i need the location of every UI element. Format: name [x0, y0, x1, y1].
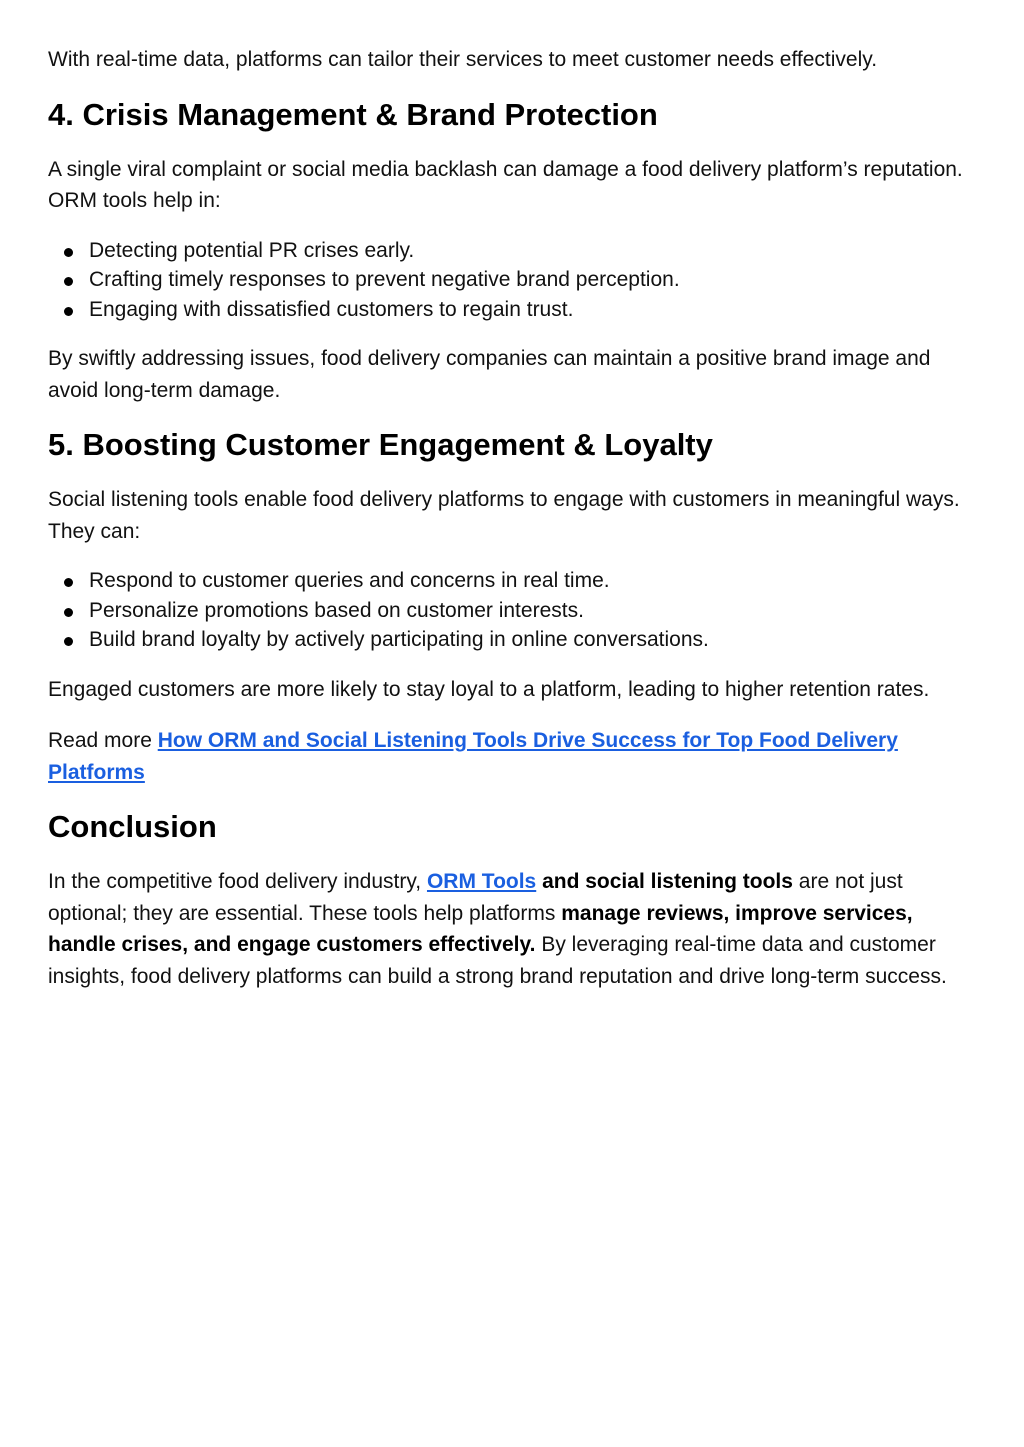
conclusion-text-part2: are not just optional; they are essential. These tools help platforms	[48, 870, 903, 925]
conclusion-bold-benefits: manage reviews, improve services, handle crises, and engage customers effectively.	[48, 901, 913, 956]
crisis-bullet-list	[48, 236, 968, 325]
conclusion-text-part1: In the competitive food delivery industry,	[48, 870, 427, 893]
read-more-prefix: Read more	[48, 729, 158, 752]
list-item: Crafting timely responses to prevent negative brand perception.	[48, 265, 968, 295]
engagement-bullet-list	[48, 566, 968, 655]
list-item: Build brand loyalty by actively participating in online conversations.	[48, 625, 968, 655]
list-item: Personalize promotions based on customer interests.	[48, 596, 968, 626]
conclusion-paragraph	[48, 866, 968, 992]
read-more-link[interactable]: How ORM and Social Listening Tools Drive Success for Top Food Delivery Platforms	[48, 729, 898, 784]
crisis-intro-paragraph: A single viral complaint or social media backlash can damage a food delivery platform’s reputation. ORM tools help in:	[48, 157, 963, 212]
section-heading-engagement: 5. Boosting Customer Engagement & Loyalty	[48, 427, 713, 462]
list-item: Respond to customer queries and concerns in real time.	[48, 566, 968, 596]
engagement-intro-paragraph: Social listening tools enable food delivery platforms to engage with customers in meaningful ways. They can:	[48, 488, 960, 543]
engagement-outro-paragraph: Engaged customers are more likely to stay loyal to a platform, leading to higher retention rates.	[48, 677, 930, 701]
orm-tools-link[interactable]: ORM Tools	[426, 870, 537, 893]
section-heading-crisis: 4. Crisis Management & Brand Protection	[48, 96, 658, 132]
conclusion-bold-social-listening: and social listening tools	[536, 870, 793, 893]
list-item: Engaging with dissatisfied customers to regain trust.	[48, 295, 968, 325]
intro-paragraph: With real-time data, platforms can tailor their services to meet customer needs effectively.	[48, 48, 878, 71]
read-more-paragraph	[48, 725, 968, 788]
list-item: Detecting potential PR crises early.	[48, 236, 968, 266]
section-heading-conclusion: Conclusion	[48, 809, 217, 844]
crisis-outro-paragraph: By swiftly addressing issues, food delivery companies can maintain a positive brand image and avoid long-term damage.	[48, 347, 931, 402]
conclusion-text-part3: By leveraging real-time data and customer insights, food delivery platforms can build a strong brand reputation and drive long-term success.	[48, 933, 947, 988]
